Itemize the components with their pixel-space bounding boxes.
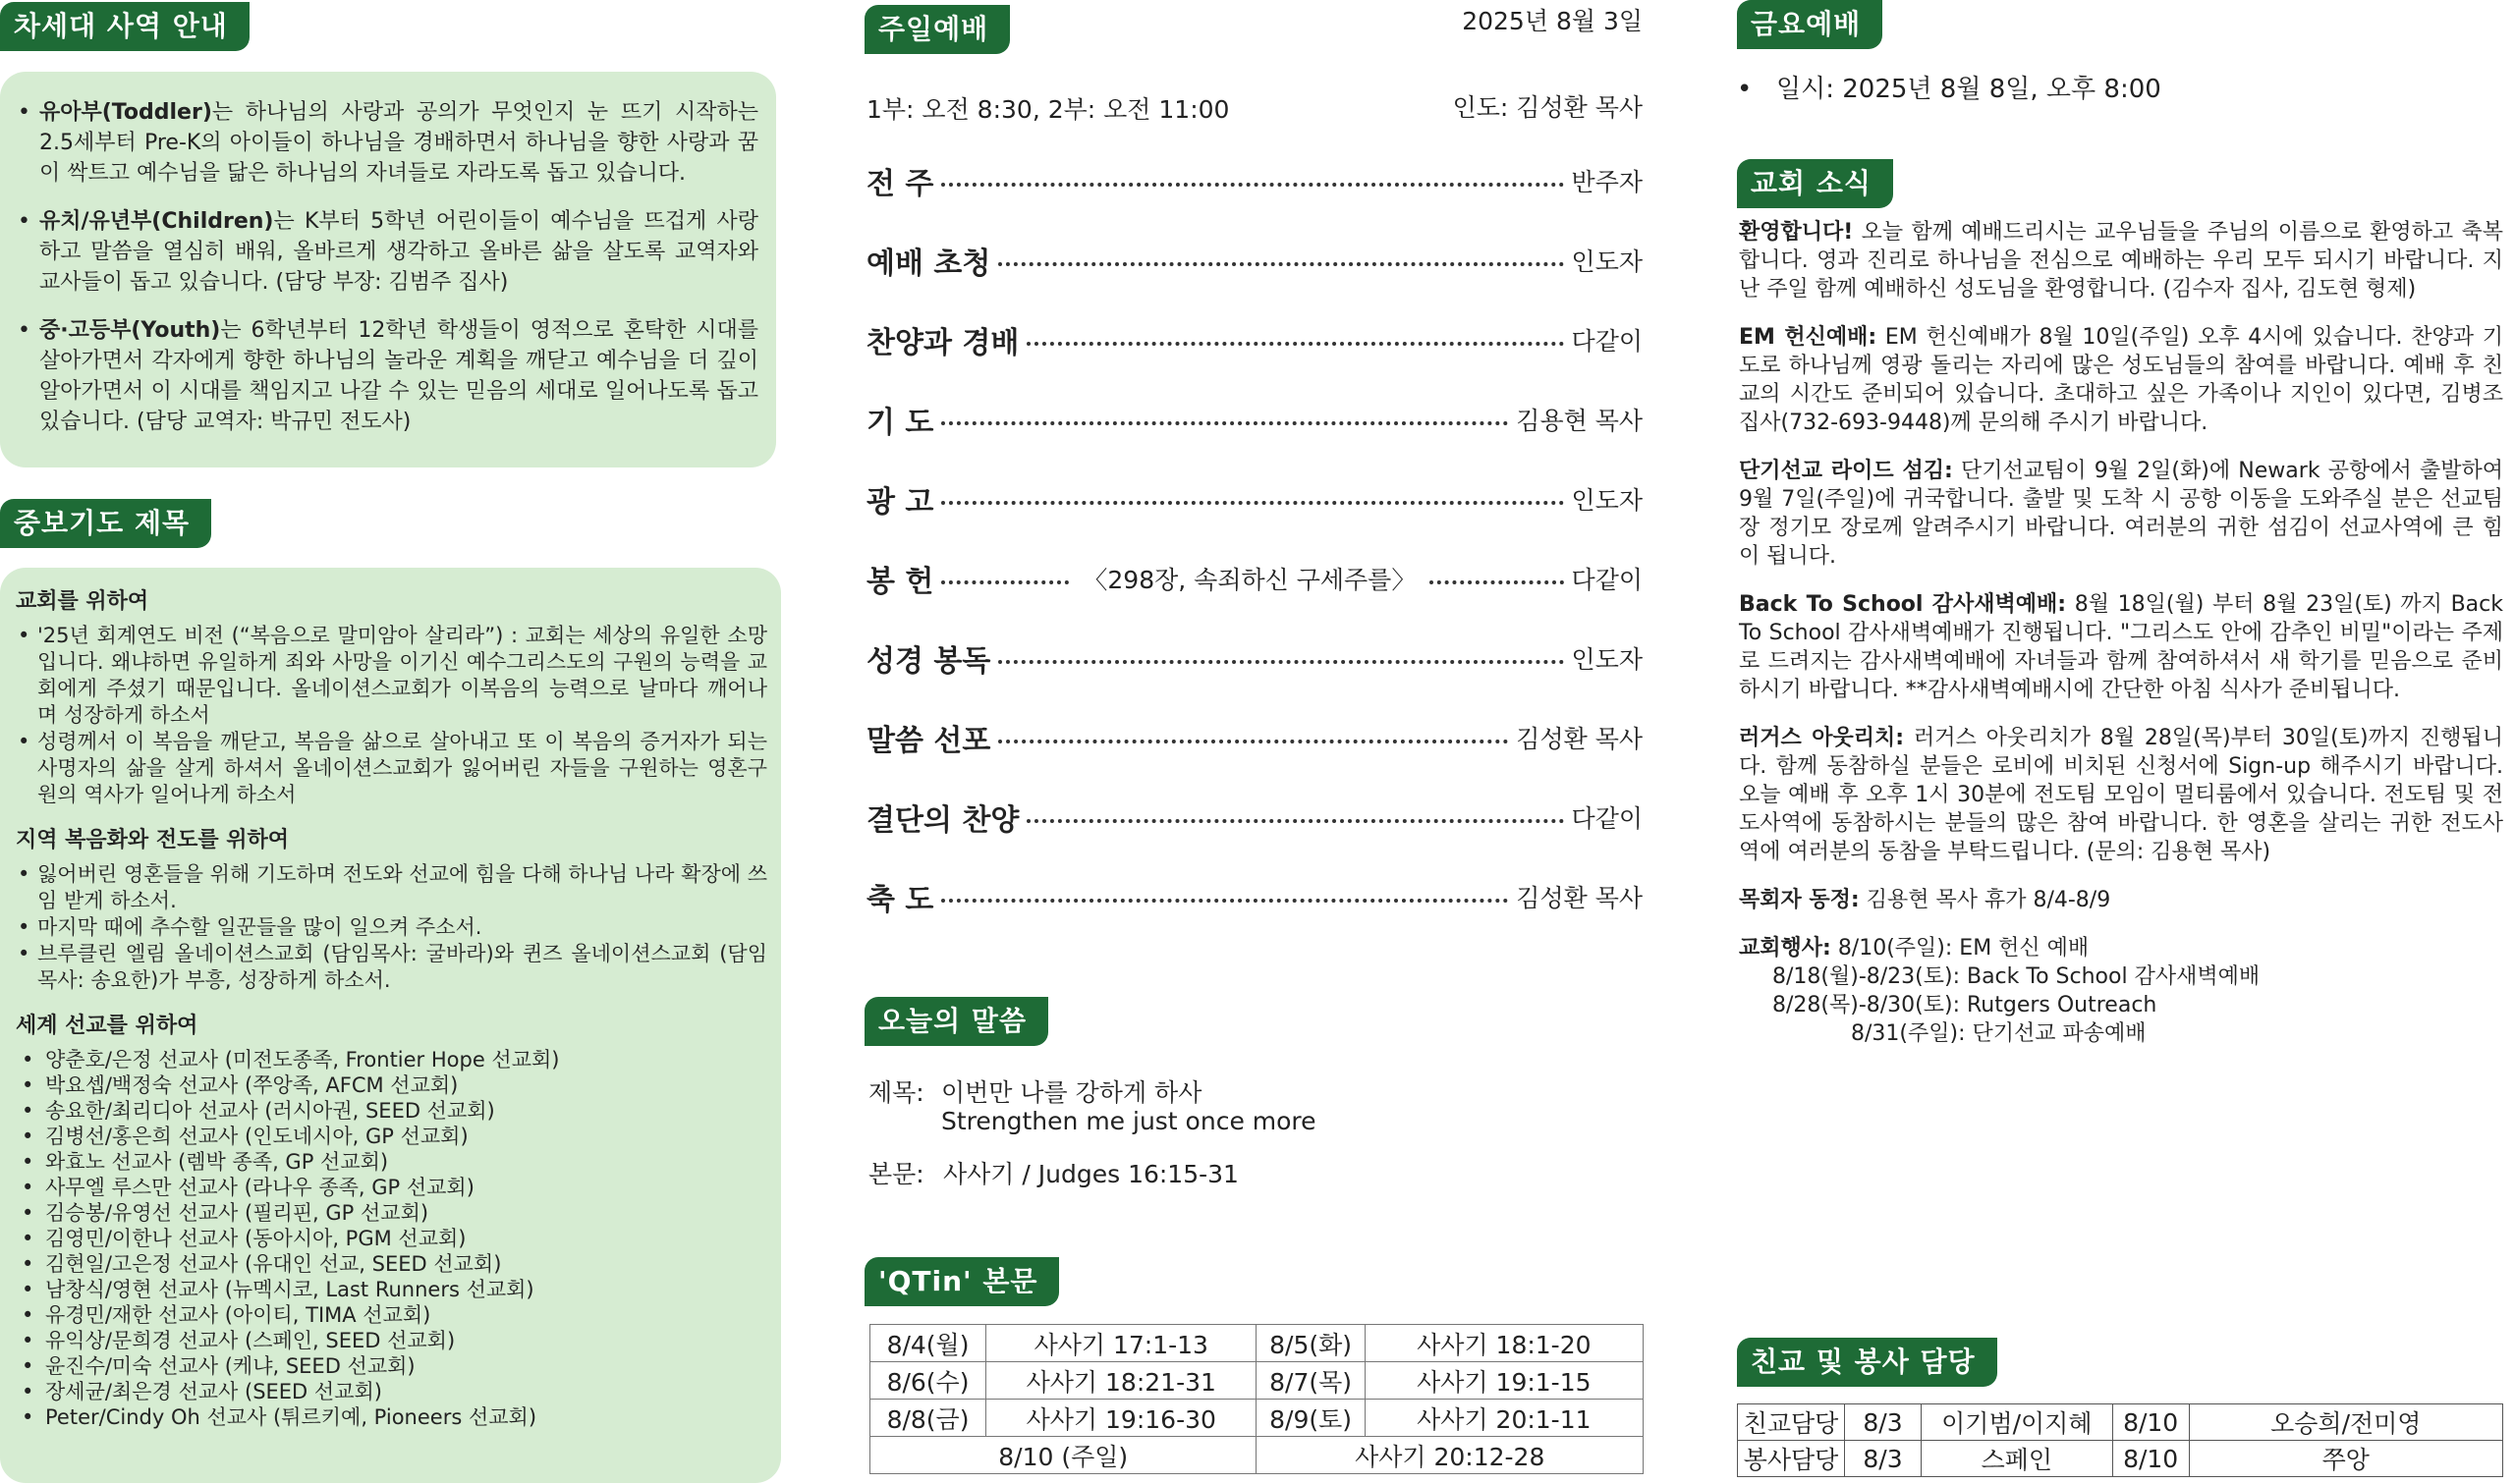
missionary-item: • 김승봉/유영선 선교사 (필리핀, GP 선교회) (16, 1200, 767, 1226)
missionary-item: • 사무엘 루스만 선교사 (라나우 종족, GP 선교회) (16, 1175, 767, 1200)
table-cell: 8/7(목) (1257, 1362, 1365, 1400)
sermon-title-en: Strengthen me just once more (941, 1107, 1316, 1135)
missionary-item: • 와효노 선교사 (렘박 종족, GP 선교회) (16, 1149, 767, 1175)
table-cell: 사사기 18:21-31 (986, 1362, 1257, 1400)
prayer-item: • 마지막 때에 추수할 일꾼들을 많이 일으켜 주소서. (16, 914, 767, 941)
dot-leader (941, 899, 1508, 903)
order-row (866, 877, 1643, 916)
service-table (1737, 1403, 2503, 1477)
qtin-table (869, 1324, 1644, 1474)
news-title: 교회 소식 (1737, 159, 1893, 208)
ministry-item (18, 97, 758, 189)
missionary-item: • 유익상/문희경 선교사 (스페인, SEED 선교회) (16, 1328, 767, 1353)
dot-leader (1027, 819, 1563, 823)
order-name: 결단의 찬양 (866, 803, 1020, 838)
service-title: 친교 및 봉사 담당 (1737, 1338, 1997, 1387)
dot-leader (941, 501, 1563, 505)
table-row (870, 1325, 1644, 1362)
order-responsible: 인도자 (1571, 247, 1643, 276)
news-item-text: 8월 18일(월) 부터 8월 23일(토) 까지 Back To School 감사새벽예배가 진행됩니다. "그리스도 안에 감추인 비밀"이라는 주제로 드려지는 감사새벽예배에 자녀들과 함께 참여하셔서 새 학기를 믿음으로 준비하시기 바랍니다. **감사새벽예배시에 간단한 아침 식사가 준비됩니다. (1739, 592, 2503, 702)
missionary-item: • 유경민/재한 선교사 (아이티, TIMA 선교회) (16, 1302, 767, 1328)
news-item-heading: Back To School 감사새벽예배: (1739, 592, 2067, 617)
order-row (866, 400, 1643, 439)
order-name: 말씀 선포 (866, 724, 991, 758)
order-responsible: 인도자 (1571, 486, 1643, 515)
news-item-heading: 목회자 동정: (1739, 888, 1860, 912)
news-item-heading: EM 헌신예배: (1739, 325, 1877, 350)
worship-title: 주일예배 (865, 5, 1010, 54)
order-row (866, 161, 1643, 200)
friday-title: 금요예배 (1737, 0, 1882, 49)
dot-leader (941, 580, 1069, 584)
prayer-item: • '25년 회계연도 비전 (“복음으로 말미암아 살리라”) : 교회는 세상의 유일한 소망입니다. 왜냐하면 유일하게 죄와 사망을 이기신 예수그리스도의 구원의 능력을 교회에게 주셨기 때문입니다. 올네이션스교회가 이복음의 능력으로 날마다 깨어나며 성장하게 하소서 (16, 623, 767, 729)
table-cell: 8/8(금) (870, 1400, 986, 1437)
order-responsible: 다같이 (1571, 566, 1643, 594)
event-item: 8/18(월)-8/23(토): Back To School 감사새벽예배 (1772, 964, 2261, 989)
news-item-text: 김용현 목사 휴가 8/4-8/9 (1859, 888, 2111, 912)
news-item (1739, 886, 2503, 914)
missionary-list (16, 1047, 767, 1430)
friday-info-text: 일시: 2025년 8월 8일, 오후 8:00 (1776, 75, 2161, 104)
prayer-mission-heading: 세계 선교를 위하여 (16, 1014, 198, 1038)
ministry-title: 차세대 사역 안내 (0, 2, 250, 51)
sermon-title-ko: 이번만 나를 강하게 하사 (941, 1078, 1202, 1107)
scripture-label: 본문: (868, 1160, 924, 1188)
table-cell: 사사기 18:1-20 (1365, 1325, 1643, 1362)
missionary-item: • 양춘호/은정 선교사 (미전도종족, Frontier Hope 선교회) (16, 1047, 767, 1072)
service-times: 1부: 오전 8:30, 2부: 오전 11:00 (866, 95, 1230, 124)
table-row (1738, 1404, 2503, 1441)
news-item-text: 러거스 아웃리치가 8월 28일(목)부터 30일(토)까지 진행됩니다. 함께 동참하실 분들은 로비에 비치된 신청서에 Sign-up 해주시기 바랍니다. 오늘 예배 후 오후 1시 30분에 전도팀 모임이 멀티룸에서 있습니다. 전도팀 및 전도사역에 동참하시는 분들의 많은 참여 바랍니다. 한 영혼을 살리는 귀한 전도사역에 여러분의 동참을 부탁드립니다. (문의: 김용현 목사) (1739, 726, 2503, 864)
ministry-item-text: 는 6학년부터 12학년 학생들이 영적으로 혼탁한 시대를 살아가면서 각자에게 향한 하나님의 놀라운 계획을 깨닫고 예수님을 더 깊이 알아가면서 이 시대를 책임지고 나갈 수 있는 믿음의 세대로 일어나도록 돕고 있습니다. (담당 교역자: 박규민 전도사) (39, 318, 758, 434)
table-cell: 사사기 17:1-13 (986, 1325, 1257, 1362)
order-responsible: 인도자 (1571, 645, 1643, 674)
ministry-item (18, 315, 758, 437)
missionary-item: • Peter/Cindy Oh 선교사 (튀르키예, Pioneers 선교회) (16, 1404, 767, 1430)
news-body (1739, 218, 2503, 1048)
prayer-title: 중보기도 제목 (0, 499, 211, 548)
order-name: 광 고 (866, 485, 934, 520)
order-responsible: 반주자 (1571, 168, 1643, 196)
worship-leader: 인도: 김성환 목사 (1452, 93, 1643, 122)
event-item: 8/28(목)-8/30(토): Rutgers Outreach (1772, 993, 2157, 1017)
table-cell: 8/6(수) (870, 1362, 986, 1400)
scripture-text: 사사기 / Judges 16:15-31 (943, 1160, 1239, 1188)
events-row (1739, 934, 2503, 962)
missionary-item: • 김영민/이한나 선교사 (동아시아, PGM 선교회) (16, 1226, 767, 1251)
prayer-item: • 잃어버린 영혼들을 위해 기도하며 전도와 선교에 힘을 다해 하나님 나라 확장에 쓰임 받게 하소서. (16, 861, 767, 914)
order-row (866, 320, 1643, 359)
missionary-item: • 송요한/최리디아 선교사 (러시아권, SEED 선교회) (16, 1098, 767, 1124)
ministry-item-text: 는 K부터 5학년 어린이들이 예수님을 뜨겁게 사랑하고 말씀을 열심히 배워, 올바르게 생각하고 올바른 삶을 살도록 교역자와 교사들이 돕고 있습니다. (담당 부장: 김범주 집사) (39, 209, 758, 295)
ministry-item-name: 중·고등부(Youth) (39, 318, 221, 343)
offering-hymn: 〈298장, 속죄하신 구세주를〉 (1083, 566, 1417, 594)
table-cell: 8/4(월) (870, 1325, 986, 1362)
ministry-item-name: 유아부(Toddler) (39, 100, 212, 125)
table-cell: 8/10 (2112, 1404, 2189, 1441)
missionary-item: • 김현일/고은정 선교사 (유대인 선교, SEED 선교회) (16, 1251, 767, 1277)
missionary-item: • 윤진수/미숙 선교사 (케냐, SEED 선교회) (16, 1353, 767, 1379)
order-responsible: 김성환 목사 (1516, 725, 1643, 753)
news-item (1739, 218, 2503, 303)
news-item-text: 단기선교팀이 9월 2일(화)에 Newark 공항에서 출발하여 9월 7일(주일)에 귀국합니다. 출발 및 도착 시 공항 이동을 도와주실 분은 선교팀장 정기모 장로께 알려주시기 바랍니다. 여러분의 귀한 섬김이 선교사역에 큰 힘이 됩니다. (1739, 459, 2503, 569)
prayer-item: • 브루클린 엘림 올네이션스교회 (담임목사: 굴바라)와 퀸즈 올네이션스교회 (담임목사: 송요한)가 부흥, 성장하게 하소서. (16, 941, 767, 994)
event-item: 8/10(주일): EM 헌신 예배 (1837, 936, 2090, 961)
order-row (866, 638, 1643, 678)
dot-leader (998, 262, 1563, 266)
dot-leader (941, 421, 1508, 425)
missionary-item: • 장세균/최은경 선교사 (SEED 선교회) (16, 1379, 767, 1404)
order-responsible: 김용현 목사 (1516, 407, 1643, 435)
news-item-text: EM 헌신예배가 8월 10일(주일) 오후 4시에 있습니다. 찬양과 기도로 하나님께 영광 돌리는 자리에 많은 성도님들의 참여를 바랍니다. 예배 후 친교의 시간도 준비되어 있습니다. 초대하고 싶은 가족이나 지인이 있다면, 김병조 집사(732-693-9448)께 문의해 주시기 바랍니다. (1739, 325, 2504, 435)
table-cell: 봉사담당 (1738, 1441, 1845, 1477)
table-cell: 사사기 19:16-30 (986, 1400, 1257, 1437)
order-responsible: 다같이 (1571, 327, 1643, 356)
sermon-title-label: 제목: (868, 1078, 924, 1107)
qtin-title: 'QTin' 본문 (865, 1257, 1059, 1306)
news-item-text: 오늘 함께 예배드리시는 교우님들을 주님의 이름으로 환영하고 축복합니다. 영과 진리로 하나님을 전심으로 예배하는 우리 모두 되시기 바랍니다. 지난 주일 함께 예배하신 성도님을 환영합니다. (김수자 집사, 김도현 형제) (1739, 220, 2503, 302)
table-cell: 스페인 (1921, 1441, 2112, 1477)
table-cell: 이기범/이지혜 (1921, 1404, 2112, 1441)
table-row (870, 1400, 1644, 1437)
prayer-local-heading: 지역 복음화와 전도를 위하여 (16, 828, 290, 852)
order-responsible: 김성환 목사 (1516, 884, 1643, 912)
table-row (870, 1362, 1644, 1400)
table-cell: 8/10 (2112, 1441, 2189, 1477)
order-row (866, 241, 1643, 280)
event-item: 8/31(주일): 단기선교 파송예배 (1851, 1021, 2147, 1046)
events-label: 교회행사: (1739, 936, 1831, 961)
table-cell: 사사기 20:12-28 (1257, 1437, 1644, 1474)
news-item-heading: 러거스 아웃리치: (1739, 726, 1905, 750)
ministry-panel (0, 72, 776, 467)
news-item-heading: 단기선교 라이드 섬김: (1739, 459, 1953, 483)
dot-leader (998, 740, 1508, 743)
worship-date: 2025년 8월 3일 (1462, 7, 1643, 35)
table-cell: 8/9(토) (1257, 1400, 1365, 1437)
news-item (1739, 590, 2503, 704)
table-row (870, 1437, 1644, 1474)
ministry-item-text: 는 하나님의 사랑과 공의가 무엇인지 눈 뜨기 시작하는 2.5세부터 Pre-K의 아이들이 하나님을 경배하면서 하나님을 향한 사랑과 꿈이 싹트고 예수님을 닮은 하나님의 자녀들로 자라도록 돕고 있습니다. (39, 100, 758, 186)
ministry-item (18, 206, 758, 298)
news-item (1739, 724, 2503, 866)
table-cell: 사사기 20:1-11 (1365, 1400, 1643, 1437)
friday-info (1737, 69, 2161, 105)
missionary-item: • 남창식/영현 선교사 (뉴멕시코, Last Runners 선교회) (16, 1277, 767, 1302)
order-row (866, 718, 1643, 757)
order-row (866, 797, 1643, 837)
order-name: 봉 헌 (866, 565, 934, 599)
table-cell: 8/10 (주일) (870, 1437, 1257, 1474)
news-item-heading: 환영합니다! (1739, 220, 1854, 245)
order-name: 예배 초청 (866, 247, 991, 281)
missionary-item: • 박요셉/백정숙 선교사 (쭈앙족, AFCM 선교회) (16, 1072, 767, 1098)
dot-leader (941, 183, 1563, 187)
news-item (1739, 323, 2503, 437)
table-cell: 오승희/전미영 (2189, 1404, 2502, 1441)
table-cell: 8/5(화) (1257, 1325, 1365, 1362)
table-cell: 쭈앙 (2189, 1441, 2502, 1477)
dot-leader (998, 660, 1563, 664)
word-title: 오늘의 말씀 (865, 997, 1048, 1046)
dot-leader (1027, 342, 1563, 346)
table-cell: 친교담당 (1738, 1404, 1845, 1441)
order-name: 기 도 (866, 406, 934, 440)
order-row (866, 559, 1643, 598)
order-responsible: 다같이 (1571, 804, 1643, 833)
prayer-church-heading: 교회를 위하여 (16, 589, 149, 614)
order-name: 성경 봉독 (866, 644, 991, 679)
table-row (1738, 1441, 2503, 1477)
order-name: 찬양과 경배 (866, 326, 1020, 360)
table-cell: 8/3 (1845, 1441, 1922, 1477)
missionary-item: • 김병선/홍은희 선교사 (인도네시아, GP 선교회) (16, 1124, 767, 1149)
order-name: 축 도 (866, 883, 934, 917)
dot-leader (1429, 580, 1563, 584)
table-cell: 8/3 (1845, 1404, 1922, 1441)
order-row (866, 479, 1643, 519)
table-cell: 사사기 19:1-15 (1365, 1362, 1643, 1400)
bullet: • (1737, 75, 1753, 104)
order-name: 전 주 (866, 167, 934, 201)
prayer-item: • 성령께서 이 복음을 깨닫고, 복음을 삶으로 살아내고 또 이 복음의 증거자가 되는 사명자의 삶을 살게 하셔서 올네이션스교회가 잃어버린 자들을 구원하는 영혼구원의 역사가 일어나게 하소서 (16, 729, 767, 808)
prayer-panel (0, 568, 781, 1483)
news-item (1739, 457, 2503, 571)
ministry-item-name: 유치/유년부(Children) (39, 209, 274, 234)
